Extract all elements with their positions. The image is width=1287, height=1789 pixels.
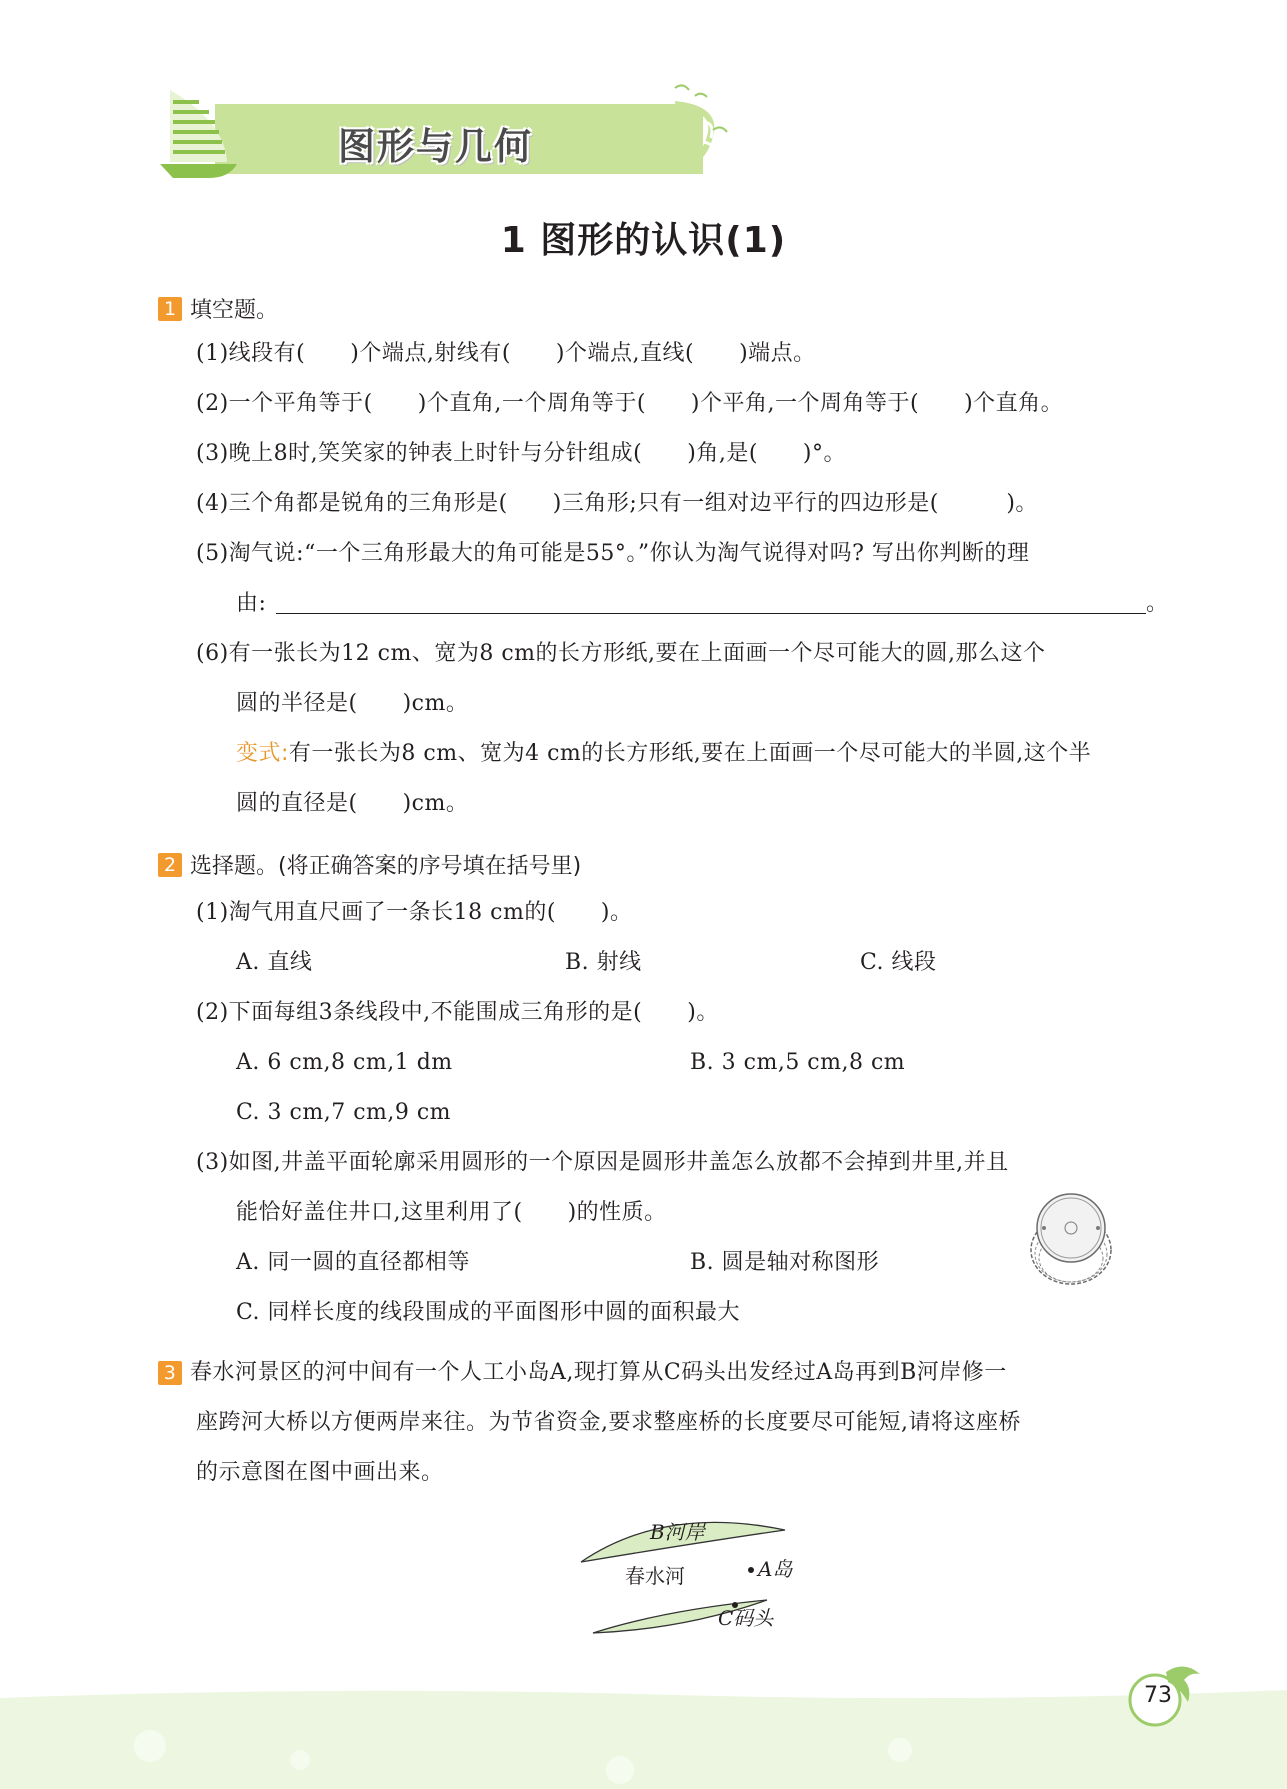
q2-2-option-a: A. 6 cm,8 cm,1 dm [236,1050,453,1075]
banner-title: 图形与几何 [338,125,533,168]
q2-3-option-c: C. 同样长度的线段围成的平面图形中圆的面积最大 [236,1300,741,1325]
q2-item-1: (1)淘气用直尺画了一条长18 cm的( )。 [196,900,633,925]
section-3-line1 [158,1358,1007,1388]
section-3-number: 3 [158,1361,182,1385]
q1-item-6-line2: 圆的半径是( )cm。 [236,691,469,716]
island-a-point [748,1567,754,1573]
lesson-title: 1 图形的认识(1) [500,220,787,261]
q2-3-option-b: B. 圆是轴对称图形 [690,1250,880,1275]
q1-item-4: (4)三个角都是锐角的三角形是( )三角形;只有一组对边平行的四边形是( )。 [196,491,1038,516]
section-1-heading [158,293,278,324]
section-3-text-1: 春水河景区的河中间有一个人工小岛A,现打算从C码头出发经过A岛再到B河岸修一 [190,1360,1007,1385]
river-label: 春水河 [625,1564,685,1588]
q2-item-3-line1: (3)如图,井盖平面轮廓采用圆形的一个原因是圆形井盖怎么放都不会掉到井里,并且 [196,1150,1009,1175]
manhole-cover-image [1026,1192,1116,1288]
variant-line1 [236,739,1091,769]
page-number: 73 [1144,1683,1172,1708]
q2-item-2: (2)下面每组3条线段中,不能围成三角形的是( )。 [196,1000,719,1025]
q1-item-5-end: 。 [1146,591,1169,616]
q1-item-5-line1: (5)淘气说:“一个三角形最大的角可能是55°。”你认为淘气说得对吗? 写出你判断的理 [196,541,1030,566]
dock-c-label: C码头 [718,1606,774,1630]
island-a-label: A岛 [758,1557,793,1581]
q1-item-5-line2: 由: [236,591,267,616]
q2-3-option-a: A. 同一圆的直径都相等 [236,1250,470,1275]
footer-background [0,1680,1287,1789]
q1-item-6-line1: (6)有一张长为12 cm、宽为8 cm的长方形纸,要在上面画一个尽可能大的圆,那么这个 [196,641,1046,666]
section-1-number: 1 [158,297,182,321]
q1-item-2: (2)一个平角等于( )个直角,一个周角等于( )个平角,一个周角等于( )个直角。 [196,391,1064,416]
section-1-title: 填空题。 [190,298,279,323]
variant-text-1: 有一张长为8 cm、宽为4 cm的长方形纸,要在上面画一个尽可能大的半圆,这个半 [288,741,1092,766]
q2-1-option-c: C. 线段 [860,950,937,975]
variant-line2: 圆的直径是( )cm。 [236,791,469,816]
q2-1-option-a: A. 直线 [236,950,313,975]
q1-item-3: (3)晚上8时,笑笑家的钟表上时针与分针组成( )角,是( )°。 [196,441,846,466]
q2-item-3-line2: 能恰好盖住井口,这里利用了( )的性质。 [236,1200,667,1225]
section-3-line2: 座跨河大桥以方便两岸来往。为节省资金,要求整座桥的长度要尽可能短,请将这座桥 [196,1410,1021,1435]
section-3-line3: 的示意图在图中画出来。 [196,1460,444,1485]
answer-underline [276,613,1146,614]
section-2-title: 选择题。(将正确答案的序号填在括号里) [190,854,582,879]
section-2-number: 2 [158,853,182,877]
bank-b-label: B河岸 [650,1520,705,1544]
variant-label: 变式: [236,741,289,766]
q2-1-option-b: B. 射线 [565,950,642,975]
section-2-heading [158,849,581,880]
q2-2-option-c: C. 3 cm,7 cm,9 cm [236,1100,452,1125]
q2-2-option-b: B. 3 cm,5 cm,8 cm [690,1050,906,1075]
q1-item-1: (1)线段有( )个端点,射线有( )个端点,直线( )端点。 [196,341,816,366]
